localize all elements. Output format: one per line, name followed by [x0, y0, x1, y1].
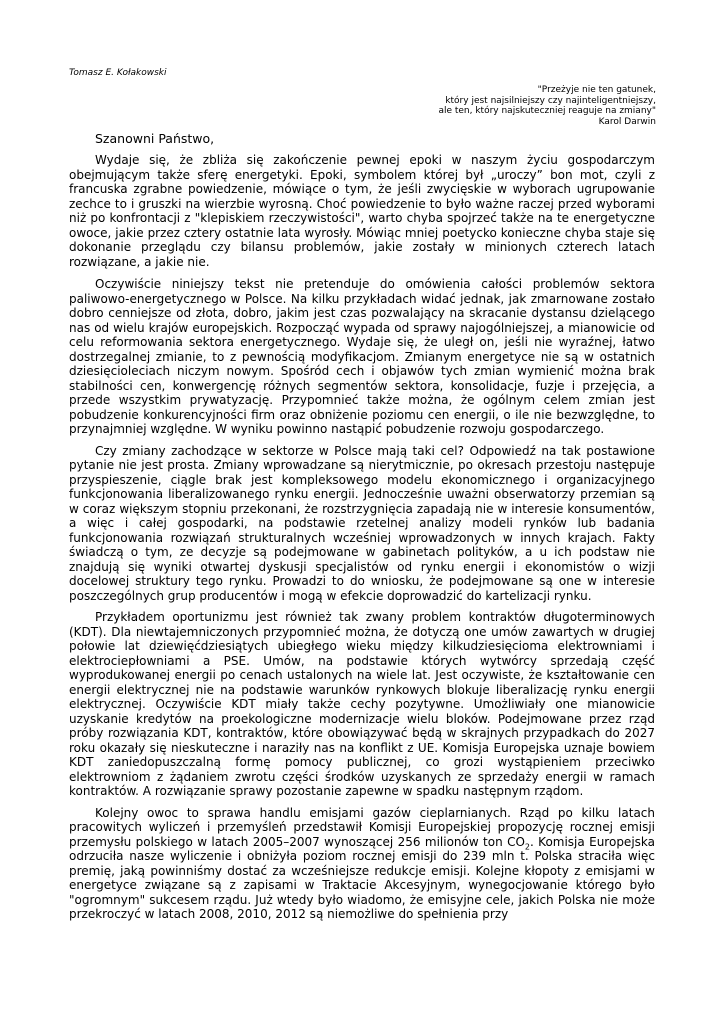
paragraph-text: Kolejny owoc to sprawa handlu emisjami gazów cieplarnianych. Rząd po kilku latach pracowitych wyliczeń i przemyśleń przedstawił Komisji Europejskiej propozycję rocznej emisji przemysłu polskiego w latach 2005–2007 wynoszącej 256 milionów ton CO	[69, 805, 655, 849]
body-paragraph: Wydaje się, że zbliża się zakończenie pewnej epoki w naszym życiu gospodarczym obejmującym także sferę energetyki. Epoki, symbolem której był „uroczy” bon mot, czyli z francuska zgrabne powiedzenie, mówiące o tym, że jeśli zwycięskie w wyborach ugrupowanie zechce to i gruszki na wierzbie wyrosną. Choć powiedzenie to było ważne raczej przed wyborami niż po konfrontacji z "klepiskiem rzeczywistości", warto chyba spojrzeć także na te energetyczne owoce, jakie przez cztery ostatnie lata wyrosły. Mówiąc mniej poetycko konieczne chyba staje się dokonanie przeglądu czy bilansu problemów, jakie zostały w minionych czterech latach rozwiązane, a jakie nie.	[69, 153, 655, 269]
letter-greeting: Szanowni Państwo,	[95, 131, 215, 146]
paragraph-text: . Komisja Europejska odrzuciła nasze wyliczenie i obniżyła poziom rocznej emisji do 239 mln t. Polska straciła więc premię, jaką powinniśmy dostać za wcześniejsze redukcje emisji. Kolejne kłopoty z emisjami w energetyce związane są z zapisami w Traktacie Akcesyjnym, wynegocjowanie którego było "ogromnym" sukcesem rządu. Już wtedy było wiadomo, że emisyjne cele, jakich Polska nie może przekroczyć w latach 2008, 2010, 2012 są niemożliwe do spełnienia przy	[69, 834, 655, 921]
body-paragraph: Oczywiście niniejszy tekst nie pretenduje do omówienia całości problemów sektora paliwowo-energetycznego w Polsce. Na kilku przykładach widać jednak, jak zmarnowane zostało dobro cenniejsze od złota, dobro, jakim jest czas pozwalający na skracanie dystansu dzielącego nas od wielu krajów europejskich. Rozpocząć wypada od sprawy najogólniejszej, a mianowicie od celu reformowania sektora energetycznego. Wydaje się, że uległ on, jeśli nie wyraźnej, łatwo dostrzegalnej zmianie, to z pewnością modyfikacjom. Zmianym energetyce nie są w ostatnich dziesięcioleciach niczym nowym. Spośród cech i objawów tych zmian wymienić można brak stabilności cen, konwergencję różnych segmentów sektora, konsolidacje, fuzje i przejęcia, a przede wszystkim prywatyzację. Przypomnieć także można, że ogólnym celem zmian jest pobudzenie konkurencyjności firm oraz obniżenie poziomu cen energii, o ile nie bezwzględne, to przynajmniej względne. W wyniku powinno nastąpić pobudzenie rozwoju gospodarczego.	[69, 277, 655, 436]
epigraph-line: który jest najsilniejszy czy najinteligentniejszy,	[445, 95, 656, 106]
body-paragraph: Czy zmiany zachodzące w sektorze w Polsce mają taki cel? Odpowiedź na tak postawione pytanie nie jest prosta. Zmiany wprowadzane są nierytmicznie, po okresach przestoju następuje przyspieszenie, ciągle brak jest kompleksowego modelu ekonomicznego i organizacyjnego funkcjonowania liberalizowanego rynku energii. Jednocześnie uważni obserwatorzy przemian są w coraz większym stopniu przekonani, że rozstrzygnięcia zapadają nie w interesie konsumentów, a więc i całej gospodarki, na podstawie rzetelnej analizy modeli rynków lub badania funkcjonowania rozwiązań strukturalnych wcześniej wprowadzonych w innych krajach. Fakty świadczą o tym, ze decyzje są podejmowane w gabinetach polityków, a u ich podstaw nie znajdują się wyniki otwartej dyskusji specjalistów od rynku energii i ekonomistów o wizji docelowej struktury tego rynku. Prowadzi to do wniosku, że podejmowane są one w interesie poszczególnych grup producentów i mogą w efekcie doprowadzić do kartelizacji rynku.	[69, 443, 655, 603]
letter-body	[69, 153, 655, 928]
body-paragraph	[69, 806, 655, 922]
epigraph-line: ale ten, który najskuteczniej reaguje na zmiany"	[438, 106, 656, 116]
epigraph-attribution: Karol Darwin	[598, 116, 656, 127]
epigraph	[256, 85, 656, 127]
epigraph-line: "Przeżyje nie ten gatunek,	[537, 85, 656, 95]
body-paragraph: Przykładem oportunizmu jest również tak zwany problem kontraktów długoterminowych (KDT). Dla niewtajemniczonych przypomnieć można, że dotyczą one umów zawartych w drugiej połowie lat dziewięćdziesiątych ubiegłego wieku między kilkudziesięcioma elektrowniami i elektrociepłowniami a PSE. Umów, na podstawie których wytwórcy sprzedają część wyprodukowanej energii po cenach ustalonych na wiele lat. Jest oczywiste, że kształtowanie cen energii elektrycznej nie na podstawie warunków rynkowych blokuje liberalizację rynku energii elektrycznej. Oczywiście KDT miały także cechy pozytywne. Umożliwiały one mianowicie uzyskanie kredytów na proekologiczne modernizacje wielu bloków. Podejmowane przez rząd próby rozwiązania KDT, kontraktów, które obowiązywać będą w skrajnych przypadkach do 2027 roku okazały się nieskuteczne i naraziły nas na konflikt z UE. Komisja Europejska uznaje bowiem KDT zaniedopuszczalną formę pomocy publicznej, co grozi wystąpieniem przeciwko elektrowniom z żądaniem zwrotu części środków uzyskanych ze sprzedaży energii w ramach kontraktów. A rozwiązanie sprawy pozostanie zapewne w spadku następnym rządom.	[69, 610, 655, 798]
author-name: Tomasz E. Kołakowski	[69, 68, 167, 78]
co2-subscript: 2	[524, 841, 530, 851]
